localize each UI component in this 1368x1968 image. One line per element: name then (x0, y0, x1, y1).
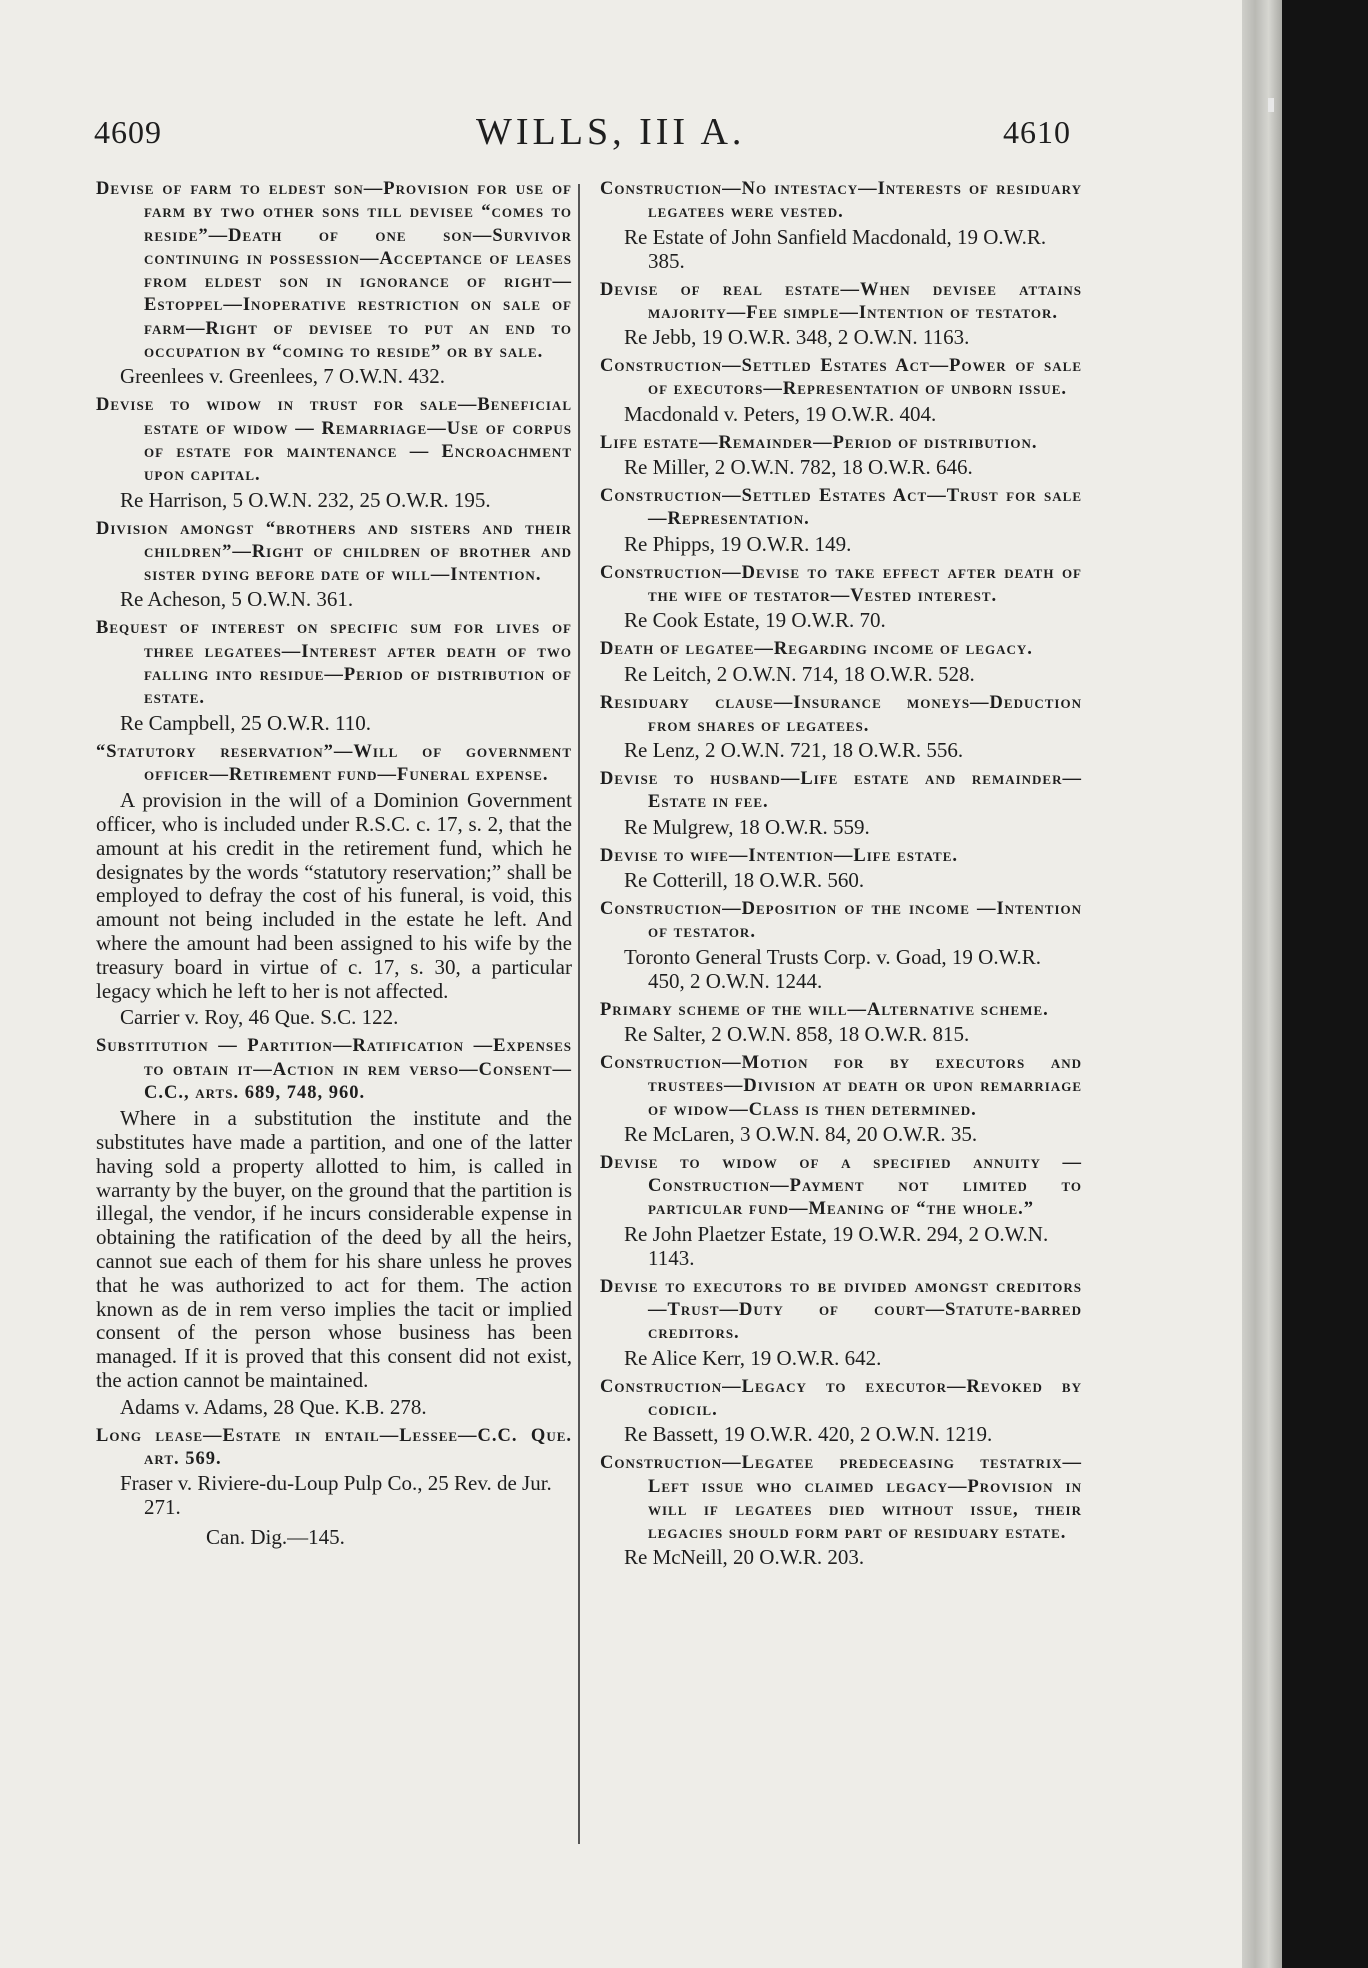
digest-entry (600, 898, 1082, 993)
case-citation: Re Acheson, 5 O.W.N. 361. (120, 587, 354, 612)
entry-heading: Construction—Settled Estates Act—Power of sale of executors—Representation of unborn issue. (600, 356, 1082, 400)
digest-entry (600, 845, 1082, 892)
digest-entry (96, 617, 572, 734)
case-citation: Re Alice Kerr, 19 O.W.R. 642. (624, 1345, 882, 1370)
case-citation: Macdonald v. Peters, 19 O.W.R. 404. (624, 401, 937, 426)
edge-mark (1268, 98, 1274, 112)
digest-entry (96, 518, 572, 612)
digest-entry (600, 432, 1082, 479)
entry-heading: Devise of farm to eldest son—Provision for use of farm by two other sons till devisee “comes to reside”—Death of one son—Survivor continuing in possession—Acceptance of leases from eldest son in ignorance of right—Estoppel—Inoperative restriction on sale of farm—Right of devisee to put an end to occupation by “coming to reside” or by sale. (96, 179, 572, 363)
entry-heading: Construction—Legatee predeceasing testatrix—Left issue who claimed legacy—Provision in will if legatees died without issue, their legacies should form part of residuary estate. (600, 1453, 1082, 1544)
case-citation: Re Cotterill, 18 O.W.R. 560. (624, 868, 865, 893)
entry-heading: Devise to executors to be divided amongst creditors—Trust—Duty of court—Statute-barred creditors. (600, 1276, 1082, 1344)
digest-entry (96, 1425, 572, 1520)
digest-entry (600, 768, 1082, 839)
running-title: WILLS, III A. (476, 111, 746, 153)
entry-heading: Construction—Deposition of the income —Intention of testator. (600, 899, 1082, 943)
case-citation: Carrier v. Roy, 46 Que. S.C. 122. (120, 1005, 399, 1030)
case-citation: Re Bassett, 19 O.W.R. 420, 2 O.W.N. 1219. (624, 1422, 993, 1447)
right-column (600, 178, 1082, 1575)
entry-heading: Construction—Legacy to executor—Revoked by codicil. (600, 1376, 1082, 1420)
case-citation: Re Miller, 2 O.W.N. 782, 18 O.W.R. 646. (624, 455, 973, 480)
entry-heading: Devise to widow of a specified annuity —Construction—Payment not limited to particular fund—Meaning of “the whole.” (600, 1152, 1082, 1220)
entry-heading: Construction—Motion for by executors and trustees—Division at death or upon remarriage of widow—Class is then determined. (600, 1052, 1082, 1120)
case-citation: Re John Plaetzer Estate, 19 O.W.R. 294, 2 O.W.N. 1143. (624, 1221, 1049, 1270)
case-citation: Re Salter, 2 O.W.N. 858, 18 O.W.R. 815. (624, 1021, 970, 1046)
case-citation: Re Estate of John Sanfield Macdonald, 19 O.W.R. 385. (624, 224, 1047, 273)
entry-heading: Construction—Settled Estates Act—Trust for sale—Representation. (600, 486, 1082, 530)
case-citation: Greenlees v. Greenlees, 7 O.W.N. 432. (120, 364, 446, 389)
entry-heading: Residuary clause—Insurance moneys—Deduction from shares of legatees. (600, 692, 1082, 736)
entry-heading: Bequest of interest on specific sum for lives of three legatees—Interest after death of two falling into residue—Period of distribution of estate. (96, 618, 572, 709)
entry-heading: Devise to widow in trust for sale—Beneficial estate of widow — Remarriage—Use of corpus of estate for maintenance — Encroachment upon capital. (96, 395, 572, 486)
digest-entry (600, 692, 1082, 763)
digest-entry (600, 485, 1082, 556)
digest-entry (600, 1452, 1082, 1569)
case-citation: Re Lenz, 2 O.W.N. 721, 18 O.W.R. 556. (624, 738, 964, 763)
entry-heading: Substitution — Partition—Ratification —Expenses to obtain it—Action in rem verso—Consent—C.C., arts. 689, 748, 960. (96, 1036, 572, 1103)
digest-entry (600, 1152, 1082, 1270)
digest-entry (600, 999, 1082, 1046)
entry-heading: Devise to wife—Intention—Life estate. (600, 845, 959, 866)
digest-entry (600, 178, 1082, 273)
case-citation: Re Cook Estate, 19 O.W.R. 70. (624, 608, 886, 633)
digest-entry (600, 1052, 1082, 1146)
case-citation: Re McNeill, 20 O.W.R. 203. (624, 1545, 865, 1570)
digest-entry (600, 1276, 1082, 1370)
digest-reference: Can. Dig.—145. (206, 1525, 345, 1550)
digest-entry (96, 1035, 572, 1418)
entry-heading: Life estate—Remainder—Period of distribution. (600, 432, 1038, 453)
entry-heading: Construction—No intestacy—Interests of residuary legatees were vested. (600, 179, 1082, 223)
page-number-left: 4609 (94, 114, 162, 150)
case-citation: Toronto General Trusts Corp. v. Goad, 19 O.W.R. 450, 2 O.W.N. 1244. (624, 944, 1041, 993)
digest-entry (600, 638, 1082, 685)
case-citation: Fraser v. Riviere-du-Loup Pulp Co., 25 Rev. de Jur. 271. (120, 1471, 552, 1520)
case-citation: Re Harrison, 5 O.W.N. 232, 25 O.W.R. 195. (120, 487, 491, 512)
case-citation: Re Leitch, 2 O.W.N. 714, 18 O.W.R. 528. (624, 661, 975, 686)
case-citation: Re Phipps, 19 O.W.R. 149. (624, 531, 852, 556)
entry-heading: Long lease—Estate in entail—Lessee—C.C. Que. art. 569. (96, 1425, 572, 1470)
case-citation: Re McLaren, 3 O.W.N. 84, 20 O.W.R. 35. (624, 1121, 978, 1146)
digest-entry (600, 562, 1082, 633)
running-header (0, 108, 1100, 168)
digest-entry (96, 394, 572, 511)
entry-heading: Death of legatee—Regarding income of legacy. (600, 639, 1033, 660)
digest-entry (96, 178, 572, 388)
case-citation: Adams v. Adams, 28 Que. K.B. 278. (120, 1394, 427, 1419)
digest-entry (600, 279, 1082, 350)
page-number-right: 4610 (1003, 114, 1071, 150)
column-divider (578, 184, 580, 1844)
digest-entry (600, 1376, 1082, 1447)
case-citation: Re Mulgrew, 18 O.W.R. 559. (624, 814, 870, 839)
entry-heading: Primary scheme of the will—Alternative scheme. (600, 999, 1049, 1020)
entry-heading: Construction—Devise to take effect after death of the wife of testator—Vested interest. (600, 562, 1082, 606)
left-column (96, 178, 572, 1549)
entry-heading: Devise of real estate—When devisee attains majority—Fee simple—Intention of testator. (600, 279, 1082, 323)
entry-heading: Division amongst “brothers and sisters and their children”—Right of children of brother and sister dying before date of will—Intention. (96, 518, 572, 586)
entry-heading: Devise to husband—Life estate and remainder—Estate in fee. (600, 769, 1082, 813)
entry-paragraph: A provision in the will of a Dominion Government officer, who is included under R.S.C. c. 17, s. 2, that the amount at his credit in the retirement fund, which he designates by the words “statutory reservation;” shall be employed to defray the cost of his funeral, is void, this amount not being included in the estate he left. And where the amount had been assigned to his wife by the treasury board in virtue of c. 17, s. 30, a particular legacy which he left to her is not affected. (96, 788, 572, 1003)
digest-entry (96, 741, 572, 1030)
digest-entry (600, 355, 1082, 426)
page-edge (1242, 0, 1282, 1968)
entry-heading: “Statutory reservation”—Will of government officer—Retirement fund—Funeral expense. (96, 741, 572, 785)
entry-paragraph: Where in a substitution the institute and the substitutes have made a partition, and one of the latter having sold a property allotted to him, is called in warranty by the buyer, on the ground that the partition is illegal, the vendor, if he incurs considerable expense in obtaining the ratification of the deed by all the heirs, cannot sue each of them for his share unless he proves that he was authorized to act for them. The action known as de in rem verso implies the tacit or implied consent of the person whose business has been managed. If it is proved that this consent did not exist, the action cannot be maintained. (96, 1106, 572, 1393)
case-citation: Re Campbell, 25 O.W.R. 110. (120, 710, 372, 735)
case-citation: Re Jebb, 19 O.W.R. 348, 2 O.W.N. 1163. (624, 325, 970, 350)
